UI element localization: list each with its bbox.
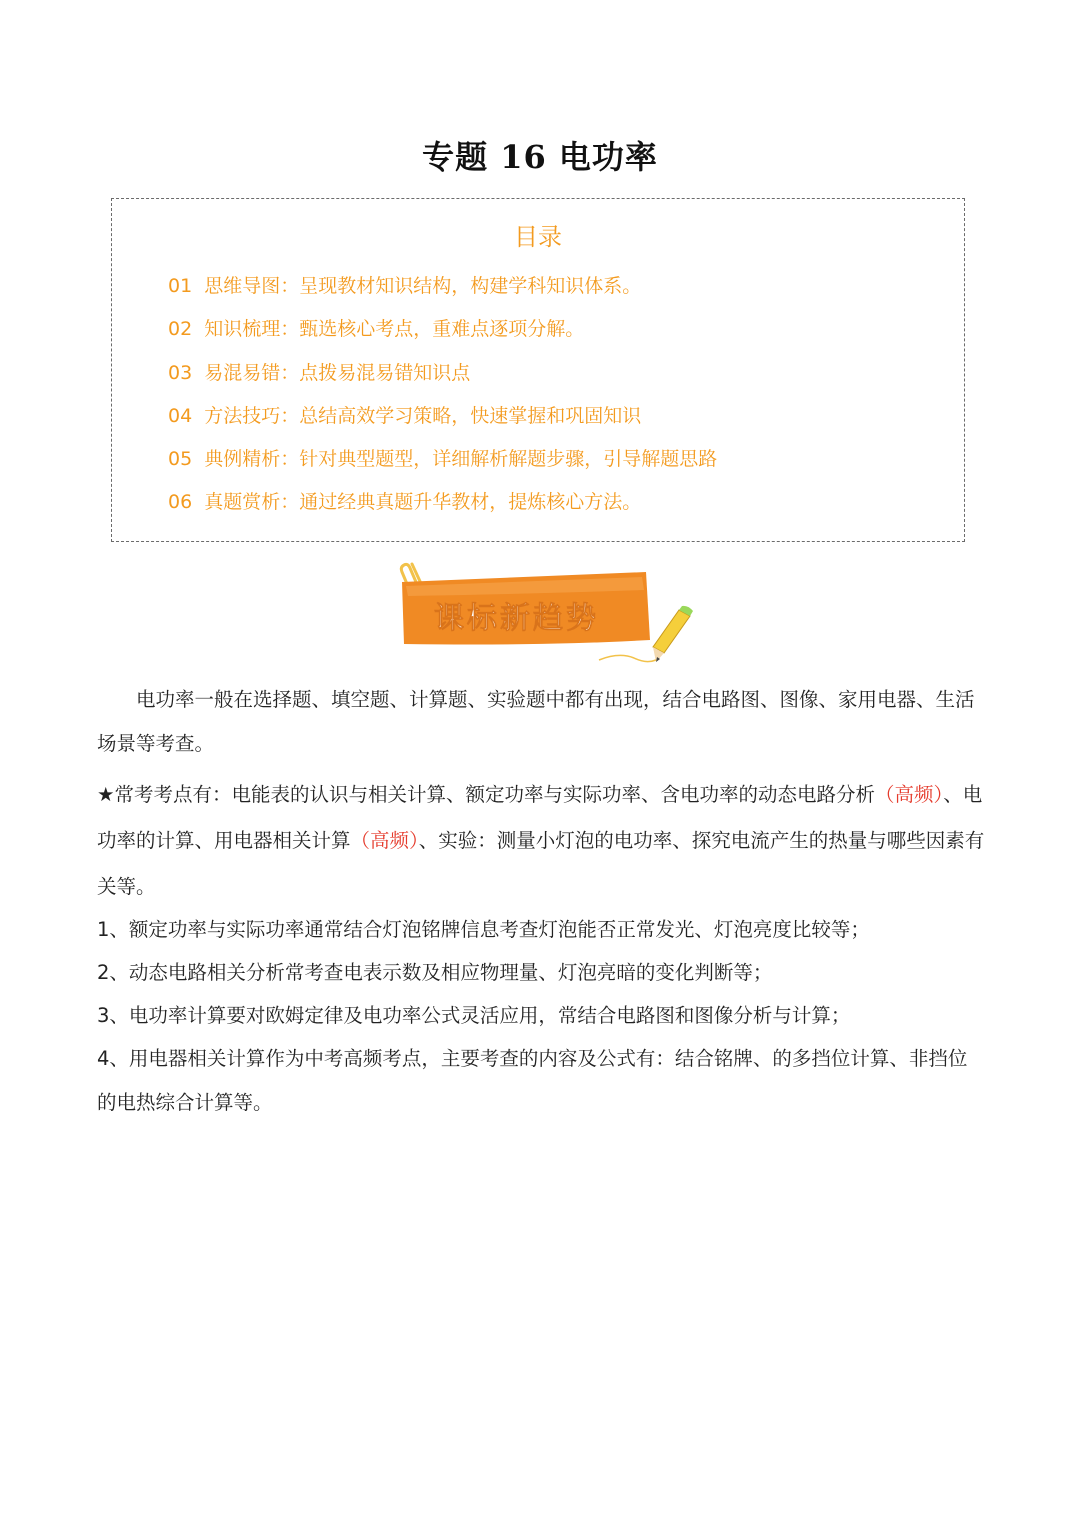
toc-item-text: 易混易错：点拨易混易错知识点 [204, 361, 471, 384]
banner-text: 课标新趋势 [434, 601, 599, 636]
toc-item-number: 02 [168, 318, 193, 341]
toc-item-text: 方法技巧：总结高效学习策略，快速掌握和巩固知识 [204, 404, 642, 427]
toc-item-number: 06 [168, 491, 193, 514]
table-of-contents [111, 198, 965, 542]
toc-item-number: 05 [168, 448, 193, 471]
key-points-paragraph [97, 772, 985, 910]
toc-item[interactable] [168, 442, 717, 485]
high-frequency-tag: （高频） [874, 783, 944, 806]
toc-heading: 目录 [514, 223, 562, 251]
toc-item[interactable] [168, 399, 717, 442]
toc-item[interactable] [168, 356, 717, 399]
numbered-point: 2、动态电路相关分析常考查电表示数及相应物理量、灯泡亮暗的变化判断等； [97, 961, 773, 984]
toc-item-number: 04 [168, 404, 193, 427]
toc-item-text: 思维导图：呈现教材知识结构，构建学科知识体系。 [204, 275, 642, 297]
key-points-text: ★常考考点有：电能表的认识与相关计算、额定功率与实际功率、含电功率的动态电路分析 [97, 783, 875, 806]
toc-item-text: 知识梳理：甄选核心考点，重难点逐项分解。 [204, 318, 585, 341]
toc-item[interactable] [168, 312, 717, 355]
toc-item-number: 01 [168, 275, 193, 297]
toc-item[interactable] [168, 485, 717, 528]
toc-list [168, 269, 717, 529]
pencil-icon [653, 606, 693, 662]
banner-graphic [394, 560, 704, 670]
numbered-point: 3、电功率计算要对欧姆定律及电功率公式灵活应用，常结合电路图和图像分析与计算； [97, 1004, 851, 1027]
toc-item-text: 典例精析：针对典型题型，详细解析解题步骤，引导解题思路 [204, 448, 718, 471]
page-title: 专题 16 电功率 [422, 138, 658, 176]
section-banner [394, 560, 704, 670]
toc-item[interactable] [168, 269, 717, 312]
numbered-point: 1、额定功率与实际功率通常结合灯泡铭牌信息考查灯泡能否正常发光、灯泡亮度比较等； [97, 918, 870, 941]
toc-item-text: 真题赏析：通过经典真题升华教材，提炼核心方法。 [204, 491, 642, 514]
numbered-point: 4、用电器相关计算作为中考高频考点，主要考查的内容及公式有：结合铭牌、的多挡位计算、非挡位的电热综合计算等。 [97, 1047, 968, 1114]
intro-paragraph: 电功率一般在选择题、填空题、计算题、实验题中都有出现，结合电路图、图像、家用电器、生活场景等考查。 [97, 688, 975, 755]
high-frequency-tag: （高频） [350, 829, 419, 852]
key-points-text: 、实验：测量小灯泡的电功率、探究电流产生的热量与哪些因素有关等。 [97, 829, 985, 898]
toc-item-number: 03 [168, 361, 193, 384]
key-points-text: 、电功率的计算、用电器相关计算 [97, 783, 983, 852]
